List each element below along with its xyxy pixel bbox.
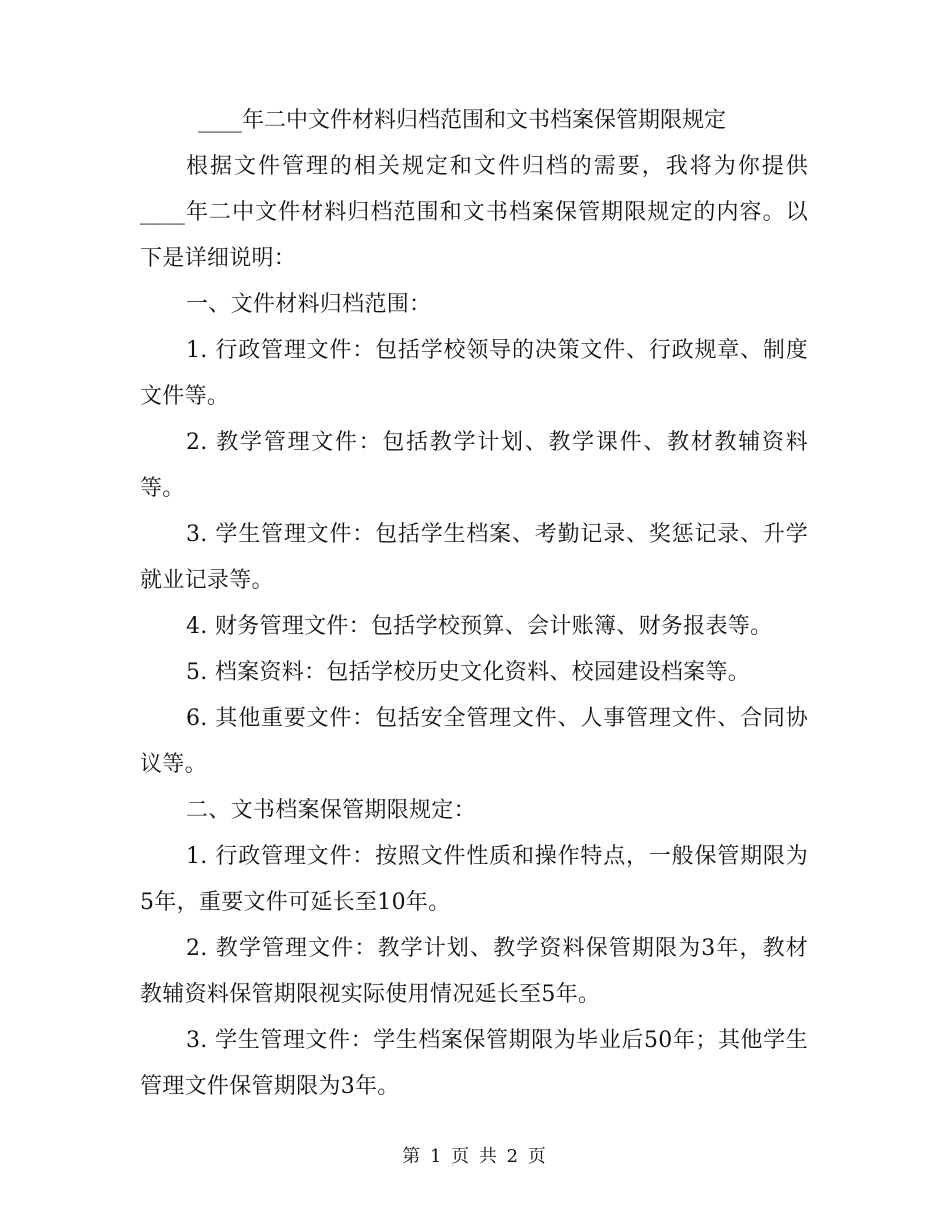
section-heading-retention-periods: 二、文书档案保管期限规定： <box>186 798 476 823</box>
list-item-administrative-files: 1. 行政管理文件：包括学校领导的决策文件、行政规章、制度文件等。 <box>140 338 808 409</box>
page-number-footer: 第 1 页 共 2 页 <box>402 1146 548 1167</box>
list-item-administrative-retention: 1. 行政管理文件：按照文件性质和操作特点，一般保管期限为5年，重要文件可延长至10年。 <box>140 844 808 915</box>
list-item-teaching-files: 2. 教学管理文件：包括教学计划、教学课件、教材教辅资料等。 <box>140 430 808 501</box>
list-item-finance-files: 4. 财务管理文件：包括学校预算、会计账簿、财务报表等。 <box>186 614 773 639</box>
list-item-archive-materials: 5. 档案资料：包括学校历史文化资料、校园建设档案等。 <box>186 660 751 685</box>
section-heading-archive-scope: 一、文件材料归档范围： <box>186 292 432 317</box>
list-item-teaching-retention: 2. 教学管理文件：教学计划、教学资料保管期限为3年，教材教辅资料保管期限视实际使用情况延长至5年。 <box>140 936 808 1007</box>
list-item-other-files: 6. 其他重要文件：包括安全管理文件、人事管理文件、合同协议等。 <box>140 706 808 777</box>
document-title: ____年二中文件材料归档范围和文书档案保管期限规定 <box>198 108 727 133</box>
list-item-student-files: 3. 学生管理文件：包括学生档案、考勤记录、奖惩记录、升学就业记录等。 <box>140 522 808 593</box>
document-body <box>140 98 808 1110</box>
list-item-student-retention: 3. 学生管理文件：学生档案保管期限为毕业后50年；其他学生管理文件保管期限为3年。 <box>140 1028 808 1099</box>
paragraph-intro: 根据文件管理的相关规定和文件归档的需要，我将为你提供____年二中文件材料归档范围和文书档案保管期限规定的内容。以下是详细说明： <box>140 154 808 271</box>
